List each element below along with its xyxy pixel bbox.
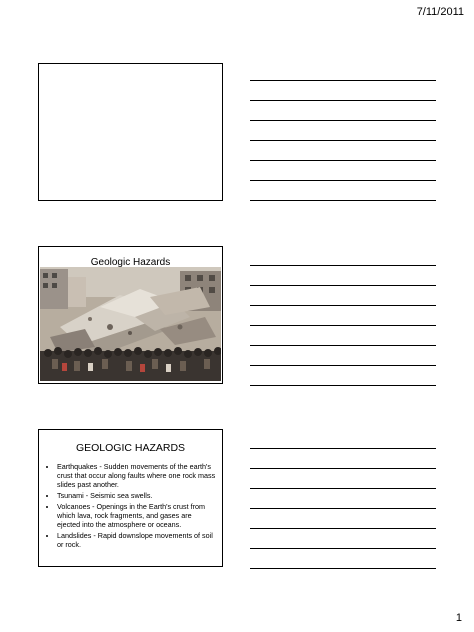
note-line	[250, 140, 436, 141]
bullet-landslides: • Landslides - Rapid downslope movements of soil or rock.	[57, 531, 216, 549]
slide-3-bullet-list	[45, 462, 216, 551]
note-line	[250, 345, 436, 346]
note-line	[250, 80, 436, 81]
note-line	[250, 508, 436, 509]
page-number: 1	[455, 612, 462, 624]
note-line	[250, 468, 436, 469]
note-line	[250, 305, 436, 306]
note-line	[250, 365, 436, 366]
slide-2-thumbnail	[38, 246, 223, 384]
slide-3-thumbnail	[38, 429, 223, 567]
note-line	[250, 385, 436, 386]
note-line	[250, 285, 436, 286]
note-line	[250, 548, 436, 549]
note-line	[250, 325, 436, 326]
bullet-earthquakes: • Earthquakes - Sudden movements of the earth's crust that occur along faults where one rock mass slides past another.	[57, 462, 216, 489]
slide-3-title: GEOLOGIC HAZARDS	[75, 442, 186, 454]
bullet-volcanoes: • Volcanoes - Openings in the Earth's crust from which lava, rock fragments, and gases are ejected into the atmosphere or oceans.	[57, 502, 216, 529]
note-line	[250, 160, 436, 161]
print-date: 7/11/2011	[416, 6, 464, 18]
note-line	[250, 488, 436, 489]
note-line	[250, 448, 436, 449]
note-line	[250, 568, 436, 569]
note-line	[250, 200, 436, 201]
collapsed-building-photo	[40, 267, 221, 381]
note-line	[250, 528, 436, 529]
note-line	[250, 265, 436, 266]
note-line	[250, 120, 436, 121]
bullet-tsunami: • Tsunami - Seismic sea swells.	[57, 491, 216, 500]
note-line	[250, 180, 436, 181]
slide-2-title: Geologic Hazards	[90, 257, 171, 268]
slide-1-thumbnail	[38, 63, 223, 201]
note-line	[250, 100, 436, 101]
